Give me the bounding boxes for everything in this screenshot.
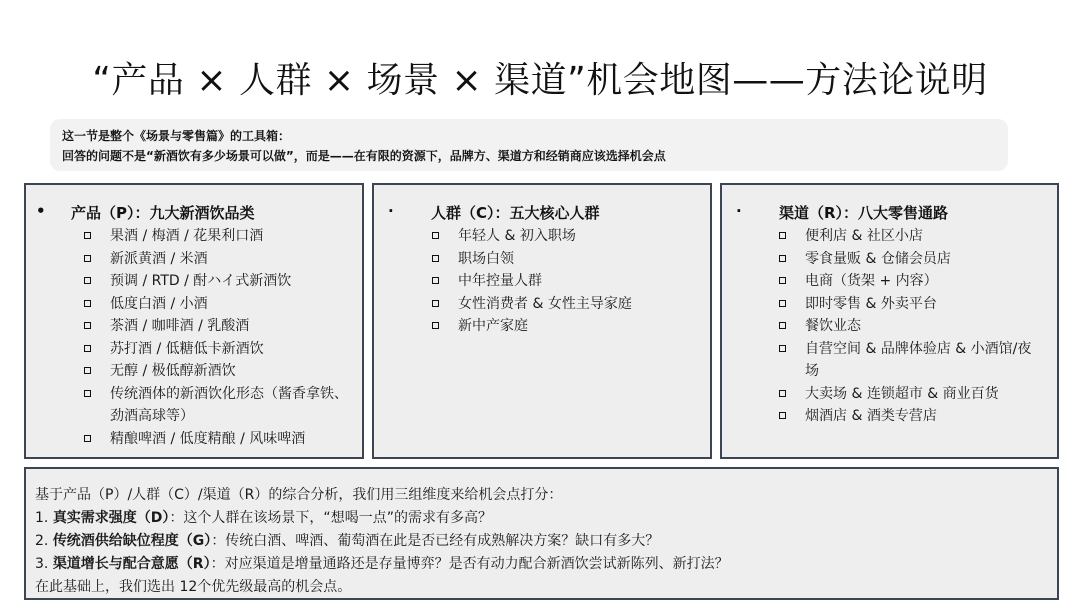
checkbox-square-icon bbox=[779, 255, 786, 262]
checkbox-square-icon bbox=[779, 277, 786, 284]
list-item: 苏打酒 / 低糖低卡新酒饮 bbox=[84, 338, 356, 361]
checkbox-square-icon bbox=[779, 300, 786, 307]
checkbox-square-icon bbox=[84, 322, 91, 329]
checkbox-square-icon bbox=[779, 345, 786, 352]
checkbox-square-icon bbox=[84, 232, 91, 239]
scoring-intro: 基于产品（P）/人群（C）/渠道（R）的综合分析，我们用三组维度来给机会点打分： bbox=[35, 487, 563, 503]
list-item: 果酒 / 梅酒 / 花果利口酒 bbox=[84, 225, 356, 248]
scoring-summary-box bbox=[24, 467, 1059, 600]
list-item: 零食量贩 & 仓储会员店 bbox=[779, 248, 1041, 271]
checkbox-square-icon bbox=[84, 367, 91, 374]
scoring-conclusion: 在此基础上，我们选出 12个优先级最高的机会点。 bbox=[35, 579, 352, 595]
list-item: 餐饮业态 bbox=[779, 315, 1041, 338]
list-item: 低度白酒 / 小酒 bbox=[84, 293, 356, 316]
list-item: 传统酒体的新酒饮化形态（酱香拿铁、劲酒高球等） bbox=[84, 383, 356, 428]
list-item: 烟酒店 & 酒类专营店 bbox=[779, 405, 1041, 428]
checkbox-square-icon bbox=[84, 345, 91, 352]
checkbox-square-icon bbox=[432, 277, 439, 284]
intro-line-2: 回答的问题不是“新酒饮有多少场景可以做”，而是——在有限的资源下，品牌方、渠道方和经销商应该选择机会点 bbox=[62, 149, 666, 163]
audience-list bbox=[432, 225, 704, 338]
checkbox-square-icon bbox=[84, 390, 91, 397]
checkbox-square-icon bbox=[84, 277, 91, 284]
checkbox-square-icon bbox=[432, 322, 439, 329]
channel-list bbox=[779, 225, 1041, 428]
channel-column bbox=[720, 183, 1059, 459]
scoring-item-channel: 3. 渠道增长与配合意愿（R）：对应渠道是增量通路还是存量博弈？是否有动力配合新酒饮尝试新陈列、新打法？ bbox=[35, 556, 729, 572]
bullet-icon: · bbox=[388, 202, 394, 220]
intro-box bbox=[50, 119, 1008, 171]
checkbox-square-icon bbox=[779, 412, 786, 419]
intro-line-1: 这一节是整个《场景与零售篇》的工具箱： bbox=[62, 129, 291, 143]
list-item: 即时零售 & 外卖平台 bbox=[779, 293, 1041, 316]
checkbox-square-icon bbox=[84, 300, 91, 307]
list-item: 预调 / RTD / 酎ハイ式新酒饮 bbox=[84, 270, 356, 293]
audience-heading: 人群（C）：五大核心人群 bbox=[431, 204, 600, 222]
list-item: 女性消费者 & 女性主导家庭 bbox=[432, 293, 704, 316]
list-item: 年轻人 & 初入职场 bbox=[432, 225, 704, 248]
list-item: 便利店 & 社区小店 bbox=[779, 225, 1041, 248]
bullet-icon: · bbox=[736, 202, 742, 220]
page-title: “产品 × 人群 × 场景 × 渠道”机会地图——方法论说明 bbox=[92, 60, 988, 101]
checkbox-square-icon bbox=[779, 232, 786, 239]
checkbox-square-icon bbox=[432, 232, 439, 239]
list-item: 大卖场 & 连锁超市 & 商业百货 bbox=[779, 383, 1041, 406]
checkbox-square-icon bbox=[432, 300, 439, 307]
list-item: 自营空间 & 品牌体验店 & 小酒馆/夜场 bbox=[779, 338, 1041, 383]
bullet-icon: • bbox=[36, 202, 46, 220]
checkbox-square-icon bbox=[432, 255, 439, 262]
list-item: 新中产家庭 bbox=[432, 315, 704, 338]
channel-heading: 渠道（R）：八大零售通路 bbox=[779, 204, 949, 222]
audience-column bbox=[372, 183, 712, 459]
checkbox-square-icon bbox=[779, 390, 786, 397]
checkbox-square-icon bbox=[84, 435, 91, 442]
scoring-item-demand: 1. 真实需求强度（D）：这个人群在该场景下，“想喝一点”的需求有多高？ bbox=[35, 510, 492, 526]
list-item: 茶酒 / 咖啡酒 / 乳酸酒 bbox=[84, 315, 356, 338]
product-column bbox=[24, 183, 364, 459]
list-item: 中年控量人群 bbox=[432, 270, 704, 293]
checkbox-square-icon bbox=[779, 322, 786, 329]
scoring-item-gap: 2. 传统酒供给缺位程度（G）：传统白酒、啤酒、葡萄酒在此是否已经有成熟解决方案？缺口有多大？ bbox=[35, 533, 660, 549]
product-heading: 产品（P）：九大新酒饮品类 bbox=[71, 204, 255, 222]
list-item: 电商（货架 + 内容） bbox=[779, 270, 1041, 293]
list-item: 精酿啤酒 / 低度精酿 / 风味啤酒 bbox=[84, 428, 356, 451]
list-item: 无醇 / 极低醇新酒饮 bbox=[84, 360, 356, 383]
list-item: 新派黄酒 / 米酒 bbox=[84, 248, 356, 271]
list-item: 职场白领 bbox=[432, 248, 704, 271]
product-list bbox=[84, 225, 356, 450]
checkbox-square-icon bbox=[84, 255, 91, 262]
